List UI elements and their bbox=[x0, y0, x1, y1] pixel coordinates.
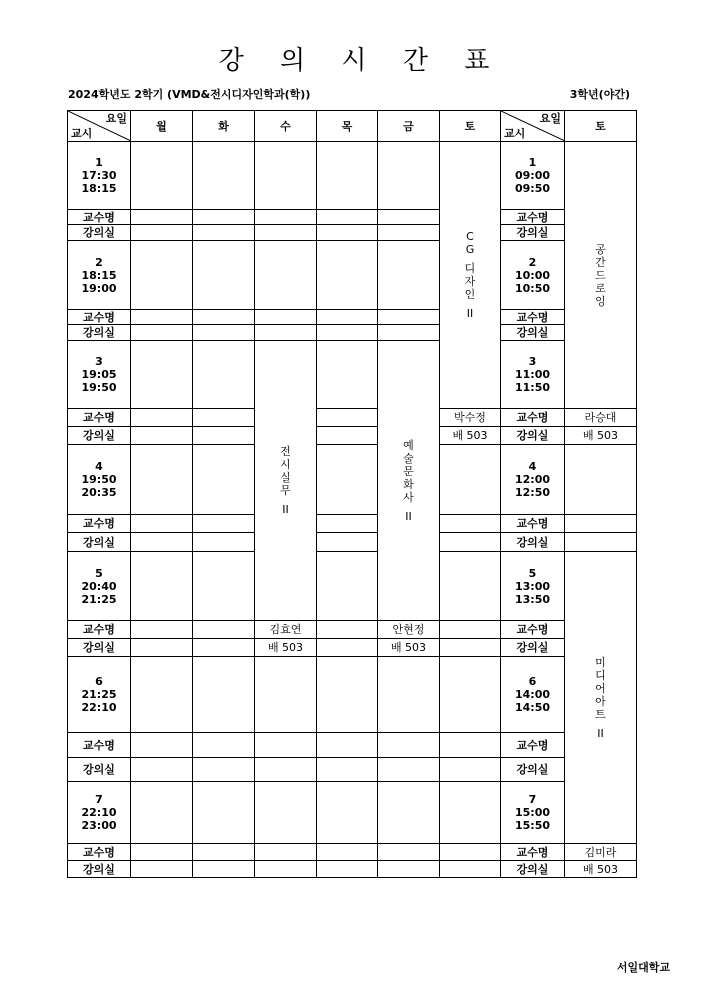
day-header-thu: 목 bbox=[317, 111, 378, 142]
cell-fri bbox=[378, 325, 440, 341]
cell-wed bbox=[255, 241, 317, 310]
period-start-time: 22:10 bbox=[81, 806, 117, 819]
period-start-time: 10:00 bbox=[514, 268, 550, 282]
cell-mon bbox=[131, 861, 193, 878]
saturday-professor-label: 교수명 bbox=[501, 210, 565, 225]
timetable bbox=[67, 110, 637, 878]
period-end-time: 14:50 bbox=[514, 701, 550, 714]
period-2-main-row bbox=[68, 241, 637, 310]
period-end-time: 19:00 bbox=[81, 281, 117, 295]
saturday-professor-label: 교수명 bbox=[501, 621, 565, 639]
professor-label: 교수명 bbox=[68, 310, 131, 325]
cell-sat bbox=[440, 861, 501, 878]
period-4-room-row bbox=[68, 533, 637, 552]
cell-tue bbox=[193, 533, 255, 552]
cell-mon bbox=[131, 225, 193, 241]
cell-thu bbox=[317, 533, 378, 552]
cell-fri bbox=[378, 657, 440, 733]
period-number: 7 bbox=[528, 793, 537, 806]
professor-label: 교수명 bbox=[68, 210, 131, 225]
cell-tue bbox=[193, 758, 255, 782]
cell-thu bbox=[317, 142, 378, 210]
period-start-time: 14:00 bbox=[514, 688, 550, 701]
period-number: 4 bbox=[95, 460, 103, 473]
period-5-prof-row bbox=[68, 621, 637, 639]
cell-tue bbox=[193, 782, 255, 844]
period-5-room-row bbox=[68, 639, 637, 657]
cell-mon bbox=[131, 782, 193, 844]
period-1-room-row bbox=[68, 225, 637, 241]
cell-tue bbox=[193, 639, 255, 657]
school-name: 서일대학교 bbox=[616, 961, 670, 974]
weekday-period-cell bbox=[68, 445, 131, 515]
cell-sat bbox=[440, 515, 501, 533]
period-number: 3 bbox=[95, 355, 103, 368]
saturday-period-cell bbox=[501, 341, 565, 409]
cell-tue bbox=[193, 515, 255, 533]
cell-sat bbox=[440, 552, 501, 621]
professor-wed: 김효연 bbox=[255, 621, 317, 639]
cell-mon bbox=[131, 733, 193, 758]
room-label: 강의실 bbox=[68, 325, 131, 341]
cell-mon bbox=[131, 758, 193, 782]
period-number: 6 bbox=[528, 675, 537, 688]
period-start-time: 17:30 bbox=[81, 169, 117, 182]
saturday-room-label: 강의실 bbox=[501, 758, 565, 782]
cell-thu bbox=[317, 758, 378, 782]
page-title: 강 의 시 간 표 bbox=[218, 46, 504, 76]
period-number: 2 bbox=[528, 255, 537, 269]
period-4-prof-row bbox=[68, 515, 637, 533]
saturday-period-cell bbox=[501, 142, 565, 210]
course-level: II bbox=[597, 726, 604, 740]
period-number: 2 bbox=[95, 255, 103, 269]
period-number: 4 bbox=[528, 460, 537, 473]
period-start-time: 19:05 bbox=[81, 368, 117, 381]
period-end-time: 19:50 bbox=[81, 381, 117, 394]
cell-sat bbox=[440, 844, 501, 861]
period-3-main-row bbox=[68, 341, 637, 409]
cell-fri bbox=[378, 733, 440, 758]
room-label: 강의실 bbox=[68, 533, 131, 552]
room-wed: 배 503 bbox=[255, 639, 317, 657]
cell-tue bbox=[193, 341, 255, 409]
period-5-main-row bbox=[68, 552, 637, 621]
professor-fri: 안현정 bbox=[378, 621, 440, 639]
cell-tue bbox=[193, 210, 255, 225]
course-block-sat-cg bbox=[440, 142, 501, 409]
cell-thu bbox=[317, 844, 378, 861]
cell-tue bbox=[193, 733, 255, 758]
professor-label: 교수명 bbox=[68, 409, 131, 427]
cell-wed bbox=[255, 325, 317, 341]
saturday-room-label: 강의실 bbox=[501, 225, 565, 241]
period-end-time: 10:50 bbox=[514, 281, 550, 295]
course-level: II bbox=[282, 503, 289, 516]
course-name-line1: CG bbox=[465, 230, 475, 256]
cell-mon bbox=[131, 142, 193, 210]
cell-thu bbox=[317, 241, 378, 310]
cell-thu bbox=[317, 639, 378, 657]
cell-fri bbox=[378, 142, 440, 210]
grade-session: 3학년(야간) bbox=[569, 88, 630, 101]
cell-wed bbox=[255, 142, 317, 210]
room-sat-space: 배 503 bbox=[565, 427, 637, 445]
period-end-time: 22:10 bbox=[81, 701, 117, 714]
period-end-time: 12:50 bbox=[514, 486, 550, 499]
saturday-professor-label: 교수명 bbox=[501, 310, 565, 325]
period-start-time: 18:15 bbox=[81, 268, 117, 282]
cell-sat bbox=[440, 782, 501, 844]
cell-mon bbox=[131, 552, 193, 621]
cell-mon bbox=[131, 657, 193, 733]
cell-wed bbox=[255, 210, 317, 225]
cell-fri bbox=[378, 758, 440, 782]
course-name: 공간드로잉 bbox=[595, 242, 606, 308]
saturday-room-label: 강의실 bbox=[501, 861, 565, 878]
cell-fri bbox=[378, 861, 440, 878]
period-1-main-row bbox=[68, 142, 637, 210]
cell-mon bbox=[131, 241, 193, 310]
cell-thu bbox=[317, 621, 378, 639]
saturday-professor-label: 교수명 bbox=[501, 733, 565, 758]
period-start-time: 15:00 bbox=[514, 806, 550, 819]
cell-mon bbox=[131, 533, 193, 552]
period-6-prof-row bbox=[68, 733, 637, 758]
period-6-room-row bbox=[68, 758, 637, 782]
saturday-professor-label: 교수명 bbox=[501, 409, 565, 427]
corner-header bbox=[68, 111, 131, 142]
cell-sat-extra bbox=[565, 515, 637, 533]
cell-wed bbox=[255, 733, 317, 758]
period-start-time: 19:50 bbox=[81, 473, 117, 486]
period-number: 5 bbox=[95, 566, 103, 580]
cell-tue bbox=[193, 552, 255, 621]
day-header-fri: 금 bbox=[378, 111, 440, 142]
cell-wed bbox=[255, 225, 317, 241]
cell-thu bbox=[317, 210, 378, 225]
cell-wed bbox=[255, 657, 317, 733]
cell-tue bbox=[193, 621, 255, 639]
period-end-time: 20:35 bbox=[81, 486, 117, 499]
cell-thu bbox=[317, 310, 378, 325]
cell-tue bbox=[193, 310, 255, 325]
period-number: 3 bbox=[528, 355, 537, 368]
cell-thu bbox=[317, 733, 378, 758]
period-6-main-row bbox=[68, 657, 637, 733]
saturday-period-cell bbox=[501, 552, 565, 621]
professor-label: 교수명 bbox=[68, 733, 131, 758]
weekday-period-cell bbox=[68, 341, 131, 409]
cell-mon bbox=[131, 515, 193, 533]
period-7-room-row bbox=[68, 861, 637, 878]
cell-fri bbox=[378, 225, 440, 241]
cell-mon bbox=[131, 445, 193, 515]
period-end-time: 21:25 bbox=[81, 592, 117, 606]
cell-wed bbox=[255, 782, 317, 844]
professor-sat-space: 라승대 bbox=[565, 409, 637, 427]
cell-tue bbox=[193, 409, 255, 427]
course-block-fri bbox=[378, 341, 440, 621]
professor-label: 교수명 bbox=[68, 621, 131, 639]
period-3-prof-row bbox=[68, 409, 637, 427]
day-header-mon: 월 bbox=[131, 111, 193, 142]
saturday-professor-label: 교수명 bbox=[501, 844, 565, 861]
saturday-room-label: 강의실 bbox=[501, 325, 565, 341]
period-3-room-row bbox=[68, 427, 637, 445]
period-end-time: 18:15 bbox=[81, 182, 117, 195]
period-2-room-row bbox=[68, 325, 637, 341]
course-name-line2: 디자인 bbox=[464, 262, 476, 301]
period-number: 1 bbox=[528, 156, 537, 169]
period-start-time: 13:00 bbox=[514, 579, 550, 593]
period-start-time: 12:00 bbox=[514, 473, 550, 486]
cell-mon bbox=[131, 621, 193, 639]
room-label: 강의실 bbox=[68, 758, 131, 782]
cell-tue bbox=[193, 657, 255, 733]
cell-thu bbox=[317, 325, 378, 341]
room-label: 강의실 bbox=[68, 861, 131, 878]
cell-thu bbox=[317, 657, 378, 733]
cell-mon bbox=[131, 341, 193, 409]
cell-wed bbox=[255, 758, 317, 782]
period-7-prof-row bbox=[68, 844, 637, 861]
day-header-sat: 토 bbox=[440, 111, 501, 142]
cell-tue bbox=[193, 225, 255, 241]
period-number: 6 bbox=[95, 675, 103, 688]
saturday-period-cell bbox=[501, 782, 565, 844]
cell-thu bbox=[317, 552, 378, 621]
cell-sat bbox=[440, 533, 501, 552]
cell-tue bbox=[193, 142, 255, 210]
cell-wed bbox=[255, 310, 317, 325]
cell-tue bbox=[193, 445, 255, 515]
course-block-sat-space bbox=[565, 142, 637, 409]
cell-mon bbox=[131, 844, 193, 861]
period-4-main-row bbox=[68, 445, 637, 515]
saturday-period-cell bbox=[501, 657, 565, 733]
period-end-time: 23:00 bbox=[81, 819, 117, 832]
saturday-period-cell bbox=[501, 241, 565, 310]
cell-mon bbox=[131, 325, 193, 341]
course-name: 전시실무 bbox=[280, 445, 291, 497]
day-header-wed: 수 bbox=[255, 111, 317, 142]
cell-tue bbox=[193, 844, 255, 861]
period-number: 1 bbox=[95, 156, 103, 169]
cell-tue bbox=[193, 861, 255, 878]
cell-mon bbox=[131, 639, 193, 657]
semester-department: 2024학년도 2학기 (VMD&전시디자인학과(학)) bbox=[68, 88, 311, 101]
cell-thu bbox=[317, 225, 378, 241]
day-header-tue: 화 bbox=[193, 111, 255, 142]
cell-sat-extra bbox=[565, 533, 637, 552]
weekday-period-cell bbox=[68, 142, 131, 210]
cell-fri bbox=[378, 210, 440, 225]
corner-period-label: 교시 bbox=[504, 127, 526, 140]
cell-tue bbox=[193, 427, 255, 445]
cell-mon bbox=[131, 409, 193, 427]
cell-thu bbox=[317, 861, 378, 878]
professor-sat-cg: 박수정 bbox=[440, 409, 501, 427]
weekday-period-cell bbox=[68, 552, 131, 621]
weekday-period-cell bbox=[68, 782, 131, 844]
cell-thu bbox=[317, 427, 378, 445]
cell-fri bbox=[378, 844, 440, 861]
professor-label: 교수명 bbox=[68, 844, 131, 861]
cell-sat bbox=[440, 657, 501, 733]
room-fri: 배 503 bbox=[378, 639, 440, 657]
corner-period-label: 교시 bbox=[71, 127, 93, 140]
room-sat-cg: 배 503 bbox=[440, 427, 501, 445]
cell-fri bbox=[378, 782, 440, 844]
period-start-time: 20:40 bbox=[81, 579, 117, 593]
period-end-time: 09:50 bbox=[514, 182, 550, 195]
saturday-period-cell bbox=[501, 445, 565, 515]
course-name: 예술문화사 bbox=[403, 438, 414, 504]
period-end-time: 11:50 bbox=[514, 381, 550, 394]
cell-thu bbox=[317, 409, 378, 427]
cell-sat bbox=[440, 733, 501, 758]
period-end-time: 13:50 bbox=[514, 592, 550, 606]
cell-thu bbox=[317, 782, 378, 844]
room-label: 강의실 bbox=[68, 225, 131, 241]
room-label: 강의실 bbox=[68, 427, 131, 445]
period-number: 5 bbox=[528, 566, 537, 580]
cell-mon bbox=[131, 427, 193, 445]
cell-mon bbox=[131, 310, 193, 325]
weekday-period-cell bbox=[68, 657, 131, 733]
cell-wed bbox=[255, 844, 317, 861]
corner-header-saturday bbox=[501, 111, 565, 142]
course-level: II bbox=[466, 307, 474, 320]
cell-fri bbox=[378, 310, 440, 325]
weekday-period-cell bbox=[68, 241, 131, 310]
cell-tue bbox=[193, 325, 255, 341]
cell-sat bbox=[440, 445, 501, 515]
period-number: 7 bbox=[95, 793, 103, 806]
room-sat-media: 배 503 bbox=[565, 861, 637, 878]
course-block-wed bbox=[255, 341, 317, 621]
cell-sat bbox=[440, 621, 501, 639]
course-block-sat-media bbox=[565, 552, 637, 844]
cell-thu bbox=[317, 445, 378, 515]
saturday-room-label: 강의실 bbox=[501, 427, 565, 445]
saturday-room-label: 강의실 bbox=[501, 533, 565, 552]
cell-wed bbox=[255, 861, 317, 878]
saturday-professor-label: 교수명 bbox=[501, 515, 565, 533]
cell-thu bbox=[317, 515, 378, 533]
day-header-saturday: 토 bbox=[565, 111, 637, 142]
cell-fri bbox=[378, 241, 440, 310]
corner-day-label: 요일 bbox=[105, 112, 127, 125]
period-start-time: 11:00 bbox=[514, 368, 550, 381]
cell-sat bbox=[440, 639, 501, 657]
period-end-time: 15:50 bbox=[514, 819, 550, 832]
period-start-time: 21:25 bbox=[81, 688, 117, 701]
course-level: II bbox=[405, 509, 412, 523]
professor-sat-media: 김미라 bbox=[565, 844, 637, 861]
cell-mon bbox=[131, 210, 193, 225]
professor-label: 교수명 bbox=[68, 515, 131, 533]
cell-sat bbox=[440, 758, 501, 782]
period-start-time: 09:00 bbox=[514, 169, 550, 182]
room-label: 강의실 bbox=[68, 639, 131, 657]
saturday-room-label: 강의실 bbox=[501, 639, 565, 657]
cell-tue bbox=[193, 241, 255, 310]
period-7-main-row bbox=[68, 782, 637, 844]
period-2-prof-row bbox=[68, 310, 637, 325]
corner-day-label: 요일 bbox=[539, 112, 561, 125]
course-name: 미디어아트 bbox=[595, 655, 606, 721]
cell-sat-extra bbox=[565, 445, 637, 515]
cell-thu bbox=[317, 341, 378, 409]
period-1-prof-row bbox=[68, 210, 637, 225]
